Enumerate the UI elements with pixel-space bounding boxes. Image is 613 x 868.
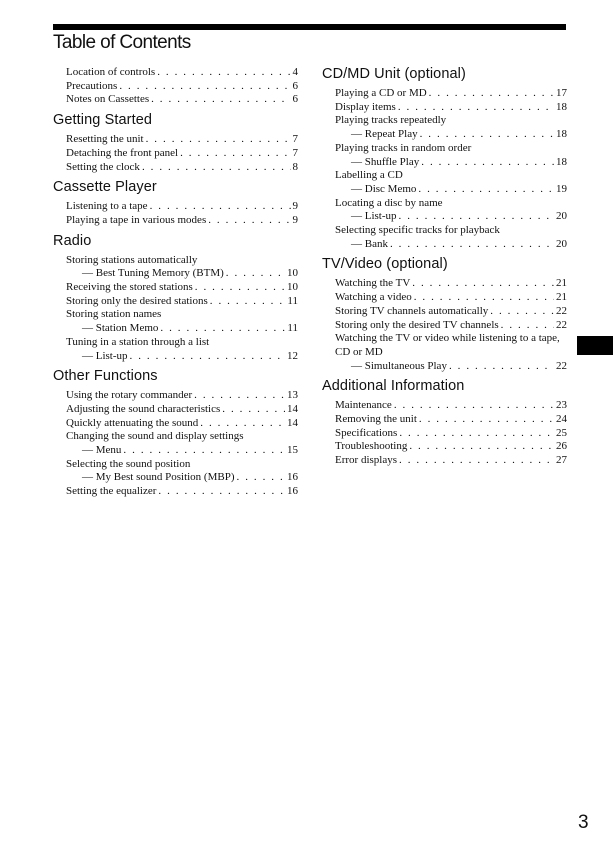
dot-leader [412,277,554,291]
toc-entry[interactable] [335,454,567,468]
toc-entry-page: 16 [287,485,298,498]
toc-entry[interactable] [335,101,567,115]
toc-entry-row [335,399,567,413]
toc-entry[interactable] [66,403,298,417]
toc-entry[interactable] [335,87,567,101]
toc-entry[interactable] [66,80,298,94]
toc-entry-page: 12 [287,349,298,362]
toc-section [53,66,298,107]
section-tab-marker [577,336,613,355]
toc-entry-row [335,156,567,170]
toc-section [53,179,298,227]
toc-entry-page: 14 [287,416,298,429]
toc-entry-row [66,66,298,80]
toc-entry-list [53,200,298,227]
toc-entry-row [66,295,298,309]
toc-entry-page: 18 [556,100,567,113]
toc-entry-heading: Labelling a CD [335,169,403,182]
dot-leader [399,454,554,468]
toc-section [53,233,298,364]
toc-entry-label: Resetting the unit [66,133,144,146]
toc-entry[interactable] [66,133,298,147]
toc-entry-row [335,183,567,197]
toc-entry-label: Listening to a tape [66,200,148,213]
dot-leader [200,417,285,431]
toc-entry[interactable] [66,161,298,175]
toc-entry-row [66,403,298,417]
toc-entry-heading: Watching the TV or video while listening to a tape, CD or MD [335,332,560,358]
toc-entry-row [66,200,298,214]
toc-section [322,66,567,251]
toc-section [322,256,567,373]
toc-entry-row [66,281,298,295]
toc-entry-row [66,417,298,431]
toc-entry-label: — Menu [82,444,122,457]
page-title: Table of Contents [53,32,191,53]
toc-entry-label: Troubleshooting [335,440,408,453]
dot-leader [222,403,285,417]
toc-entry-row [66,267,298,281]
toc-entry[interactable] [66,93,298,107]
toc-entry-page: 7 [292,133,298,146]
toc-entry-heading: Locating a disc by name [335,196,443,209]
toc-entry-row [335,87,567,101]
dot-leader [399,427,554,441]
dot-leader [429,87,554,101]
toc-entry-label: — Shuffle Play [351,155,420,168]
toc-entry[interactable] [66,336,298,363]
dot-leader [119,80,290,94]
dot-leader [123,444,285,458]
toc-entry-page: 16 [287,471,298,484]
toc-entry-label: Display items [335,100,396,113]
dot-leader [157,66,290,80]
toc-entry-label: Specifications [335,426,398,439]
toc-entry-row [66,485,298,499]
toc-entry-row [335,305,567,319]
section-heading: Cassette Player [53,179,157,196]
toc-section [53,112,298,174]
toc-entry-page: 6 [292,93,298,106]
toc-entry-heading: Storing stations automatically [66,253,198,266]
toc-entry-label: Watching the TV [335,277,411,290]
toc-entry-label: Location of controls [66,66,156,78]
dot-leader [399,210,554,224]
toc-entry-label: Removing the unit [335,413,417,426]
dot-leader [151,93,290,107]
toc-entry[interactable] [335,332,567,373]
dot-leader [150,200,291,214]
toc-entry-label: Setting the clock [66,160,140,173]
dot-leader [419,413,554,427]
toc-entry-row [335,440,567,454]
toc-entry-page: 18 [556,128,567,141]
toc-entry[interactable] [66,200,298,214]
toc-entry-label: Using the rotary commander [66,389,193,402]
dot-leader [195,281,285,295]
toc-entry[interactable] [335,277,567,291]
toc-entry-row [66,133,298,147]
toc-entry[interactable] [335,440,567,454]
toc-entry-page: 11 [287,294,298,307]
toc-entry-row [335,454,567,468]
section-heading: Additional Information [322,378,465,395]
toc-entry[interactable] [66,147,298,161]
dot-leader [158,485,285,499]
toc-entry-page: 22 [556,359,567,372]
toc-entry-row [66,322,298,336]
toc-entry-row [66,93,298,107]
toc-entry-label: Playing a tape in various modes [66,213,207,226]
toc-entry-page: 10 [287,281,298,294]
toc-entry-list [53,389,298,499]
toc-entry-page: 20 [556,237,567,250]
toc-entry-page: 19 [556,182,567,195]
dot-leader [180,147,290,161]
toc-entry-label: Storing only the desired stations [66,294,208,307]
toc-entry-label: Notes on Cassettes [66,93,150,106]
toc-entry-page: 7 [292,146,298,159]
toc-entry[interactable] [335,197,567,224]
toc-entry[interactable] [66,281,298,295]
toc-entry-list [53,66,298,107]
toc-entry[interactable] [335,169,567,196]
dot-leader [394,399,554,413]
toc-entry-label: Detaching the front panel [66,146,179,159]
toc-entry[interactable] [66,214,298,228]
toc-entry-label: Storing TV channels automatically [335,304,489,317]
toc-entry[interactable] [335,114,567,141]
toc-entry-row [66,147,298,161]
section-heading: Radio [53,232,92,249]
dot-leader [208,214,290,228]
dot-leader [226,267,285,281]
toc-entry-page: 10 [287,267,298,280]
toc-entry[interactable] [335,142,567,169]
top-rule [53,24,566,30]
toc-entry-row [335,427,567,441]
toc-entry-row [335,413,567,427]
toc-entry-page: 11 [287,322,298,335]
toc-entry[interactable] [66,417,298,431]
dot-leader [390,238,554,252]
toc-entry-row [335,360,567,374]
toc-entry-page: 13 [287,389,298,402]
toc-entry-label: Storing only the desired TV channels [335,318,499,331]
dot-leader [210,295,286,309]
dot-leader [449,360,554,374]
toc-entry[interactable] [335,319,567,333]
toc-entry-list [322,87,567,251]
toc-entry-label: Maintenance [335,399,392,412]
dot-leader [420,128,554,142]
toc-entry-heading: Selecting the sound position [66,457,191,470]
toc-entry-label: Precautions [66,79,118,92]
toc-entry-page: 22 [556,318,567,331]
toc-entry[interactable] [335,305,567,319]
dot-leader [418,183,554,197]
toc-entry-page: 26 [556,440,567,453]
section-heading: Getting Started [53,112,153,129]
page-number: 3 [578,812,589,833]
toc-entry[interactable] [335,427,567,441]
toc-entry-page: 9 [292,213,298,226]
dot-leader [409,440,554,454]
toc-entry-row [66,161,298,175]
toc-entry-label: Watching a video [335,291,412,304]
toc-entry-row [335,291,567,305]
toc-entry-heading: Storing station names [66,308,162,321]
dot-leader [237,471,286,485]
toc-entry-label: — Disc Memo [351,182,417,195]
toc-entry-list [53,254,298,364]
toc-entry-heading: Changing the sound and display settings [66,430,244,443]
toc-entry[interactable] [335,224,567,251]
toc-entry[interactable] [66,458,298,485]
toc-entry-label: Receiving the stored stations [66,281,193,294]
section-heading: CD/MD Unit (optional) [322,66,466,82]
dot-leader [490,305,554,319]
toc-entry-label: — Repeat Play [351,128,418,141]
toc-entry-list [322,277,567,373]
toc-entry-page: 14 [287,402,298,415]
toc-entry-row [66,214,298,228]
toc-entry-page: 4 [292,66,298,78]
toc-column-right [322,66,567,473]
toc-entry-label: — Station Memo [82,322,159,335]
toc-entry-row [335,277,567,291]
toc-entry-page: 21 [556,291,567,304]
toc-entry[interactable] [335,291,567,305]
section-heading: Other Functions [53,368,158,385]
toc-entry-page: 20 [556,210,567,223]
toc-entry-label: Setting the equalizer [66,485,157,498]
toc-section [322,378,567,468]
dot-leader [160,322,285,336]
toc-entry-row [66,350,298,364]
toc-entry[interactable] [66,66,298,80]
dot-leader [146,133,291,147]
toc-entry[interactable] [66,254,298,281]
toc-column-left [53,66,298,504]
toc-entry-label: Quickly attenuating the sound [66,416,199,429]
toc-entry-label: — My Best sound Position (MBP) [82,471,235,484]
dot-leader [398,101,554,115]
toc-entry-row [335,101,567,115]
toc-entry-page: 6 [292,79,298,92]
toc-entry[interactable] [66,295,298,309]
toc-entry[interactable] [335,399,567,413]
toc-entry[interactable] [335,413,567,427]
toc-entry-page: 27 [556,454,567,467]
toc-entry-label: — Simultaneous Play [351,359,447,372]
toc-entry[interactable] [66,430,298,457]
toc-entry-page: 22 [556,304,567,317]
toc-entry-page: 25 [556,426,567,439]
toc-entry-heading: Tuning in a station through a list [66,335,210,348]
toc-entry-heading: Playing tracks repeatedly [335,114,447,127]
dot-leader [414,291,554,305]
toc-entry-list [322,399,567,468]
toc-entry[interactable] [66,485,298,499]
toc-entry-row [66,80,298,94]
toc-entry[interactable] [66,389,298,403]
dot-leader [194,389,285,403]
toc-entry-heading: Playing tracks in random order [335,141,472,154]
toc-entry-row [335,128,567,142]
toc-entry-page: 23 [556,399,567,412]
toc-entry-label: — Best Tuning Memory (BTM) [82,267,224,280]
toc-section [53,368,298,499]
toc-entry-row [335,238,567,252]
toc-entry-page: 15 [287,444,298,457]
dot-leader [142,161,291,175]
toc-entry-label: Playing a CD or MD [335,87,427,99]
toc-entry-page: 24 [556,413,567,426]
dot-leader [501,319,554,333]
toc-entry-label: Error displays [335,454,398,467]
toc-entry-page: 21 [556,277,567,290]
toc-entry-page: 17 [556,87,567,99]
dot-leader [421,156,554,170]
toc-entry-row [335,210,567,224]
toc-entry-label: — List-up [82,349,128,362]
toc-entry-label: — Bank [351,237,388,250]
toc-entry-page: 18 [556,155,567,168]
dot-leader [130,350,285,364]
toc-entry-page: 8 [292,160,298,173]
toc-entry[interactable] [66,308,298,335]
section-heading: TV/Video (optional) [322,256,448,273]
toc-entry-label: — List-up [351,210,397,223]
toc-entry-row [66,471,298,485]
toc-entry-label: Adjusting the sound characteristics [66,402,221,415]
toc-entry-row [66,444,298,458]
toc-entry-page: 9 [292,200,298,213]
toc-entry-row [335,319,567,333]
toc-entry-list [53,133,298,174]
toc-entry-row [66,389,298,403]
toc-entry-heading: Selecting specific tracks for playback [335,224,500,237]
